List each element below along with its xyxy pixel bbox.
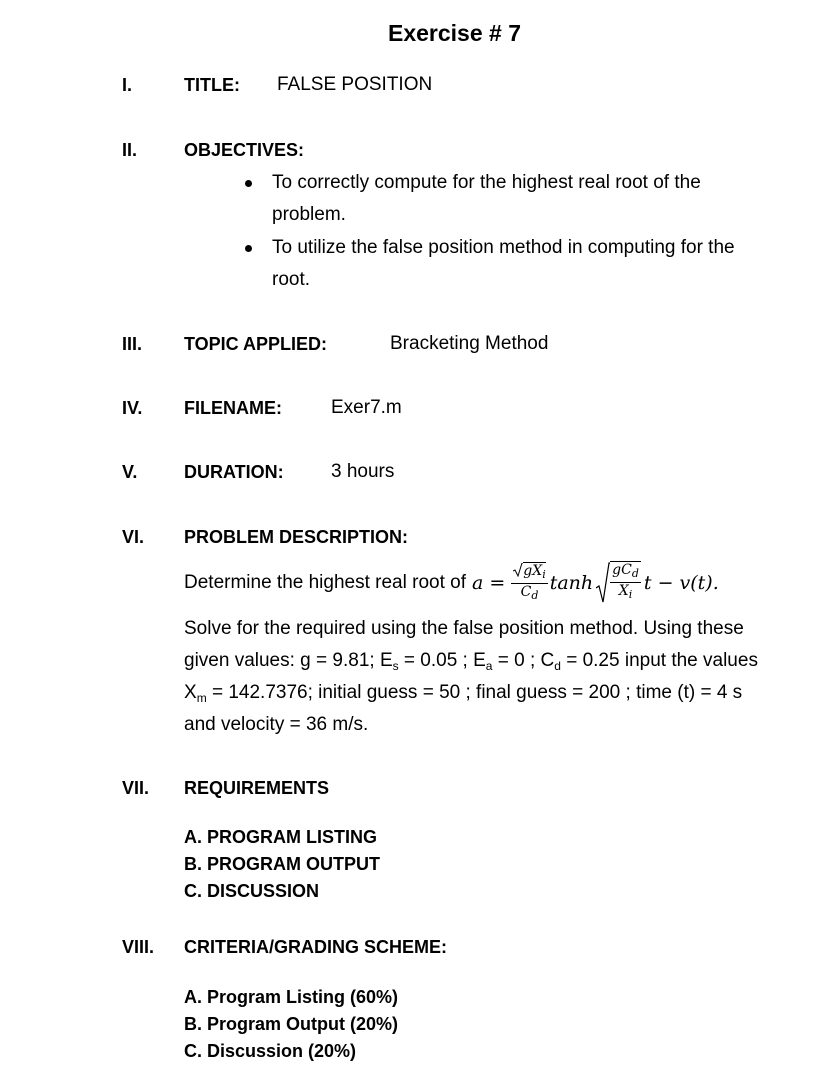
section-number-7: VII. bbox=[122, 778, 150, 798]
fraction-1-numerator: $gX_i$ bbox=[511, 563, 547, 584]
criteria-item: C. Discussion (20%) bbox=[184, 1041, 357, 1061]
problem-paragraph-line-1: Solve for the required using the false position method. Using these bbox=[184, 618, 744, 639]
section-number-1: I. bbox=[122, 75, 133, 95]
formula-equals: = bbox=[489, 572, 506, 594]
filename-label: FILENAME: bbox=[184, 398, 282, 418]
problem-intro: Determine the highest real root of bbox=[184, 572, 466, 593]
section-number-8: VIII. bbox=[122, 937, 155, 957]
section-number-4: IV. bbox=[122, 398, 143, 418]
sqrt-symbol-icon bbox=[513, 563, 523, 577]
topic-applied-label: TOPIC APPLIED: bbox=[184, 334, 328, 354]
page-title: Exercise # 7 bbox=[388, 20, 522, 46]
formula-fraction-1 bbox=[511, 563, 547, 604]
section-number-5: V. bbox=[122, 462, 138, 482]
objective-1-line-2: problem. bbox=[272, 204, 346, 225]
objectives-label: OBJECTIVES: bbox=[184, 140, 305, 160]
requirements-label: REQUIREMENTS bbox=[184, 778, 330, 798]
topic-applied-value: Bracketing Method bbox=[390, 333, 549, 354]
section-number-3: III. bbox=[122, 334, 143, 354]
filename-value: Exer7.m bbox=[331, 397, 402, 418]
title-label: TITLE: bbox=[184, 75, 240, 95]
large-sqrt-icon bbox=[596, 562, 610, 604]
requirement-item: B. PROGRAM OUTPUT bbox=[184, 854, 380, 874]
problem-paragraph-line-4: and velocity = 36 m/s. bbox=[184, 714, 369, 735]
fraction-2-numerator: $gC_d$ bbox=[610, 562, 641, 583]
problem-description-label: PROBLEM DESCRIPTION: bbox=[184, 527, 409, 547]
formula-lhs: a bbox=[472, 572, 484, 594]
fraction-1-denominator: $C_d$ bbox=[520, 583, 539, 602]
criteria-item: B. Program Output (20%) bbox=[184, 1014, 399, 1034]
requirement-item: A. PROGRAM LISTING bbox=[184, 827, 377, 847]
formula-tail: t − v(t). bbox=[643, 572, 719, 594]
bullet-dot-icon bbox=[245, 245, 252, 252]
duration-value: 3 hours bbox=[331, 461, 395, 482]
objective-2-line-2: root. bbox=[272, 269, 311, 290]
criteria-label: CRITERIA/GRADING SCHEME: bbox=[184, 937, 448, 957]
objective-1-line-1: To correctly compute for the highest real root of the bbox=[272, 172, 701, 193]
duration-label: DURATION: bbox=[184, 462, 284, 482]
objective-2-line-1: To utilize the false position method in computing for the bbox=[272, 237, 735, 258]
requirement-item: C. DISCUSSION bbox=[184, 881, 320, 901]
section-number-2: II. bbox=[122, 140, 138, 160]
formula-fraction-2 bbox=[610, 561, 641, 603]
bullet-dot-icon bbox=[245, 180, 252, 187]
criteria-item: A. Program Listing (60%) bbox=[184, 987, 399, 1007]
formula-tanh: tanh bbox=[549, 572, 594, 594]
formula bbox=[472, 562, 719, 604]
problem-paragraph-line-3: $X_m = 142.7376$; initial guess = 50 ; final guess = 200 ; time (t) = 4 s bbox=[184, 682, 743, 705]
title-value: FALSE POSITION bbox=[277, 74, 433, 95]
problem-statement bbox=[184, 560, 719, 606]
section-number-6: VI. bbox=[122, 527, 145, 547]
problem-paragraph-line-2: given values: g = 9.81; $E_s = 0.05$ ; $E_a = 0$ ; $C_d = 0.25$ input the values bbox=[184, 650, 758, 673]
fraction-2-denominator: $X_i$ bbox=[618, 583, 633, 601]
